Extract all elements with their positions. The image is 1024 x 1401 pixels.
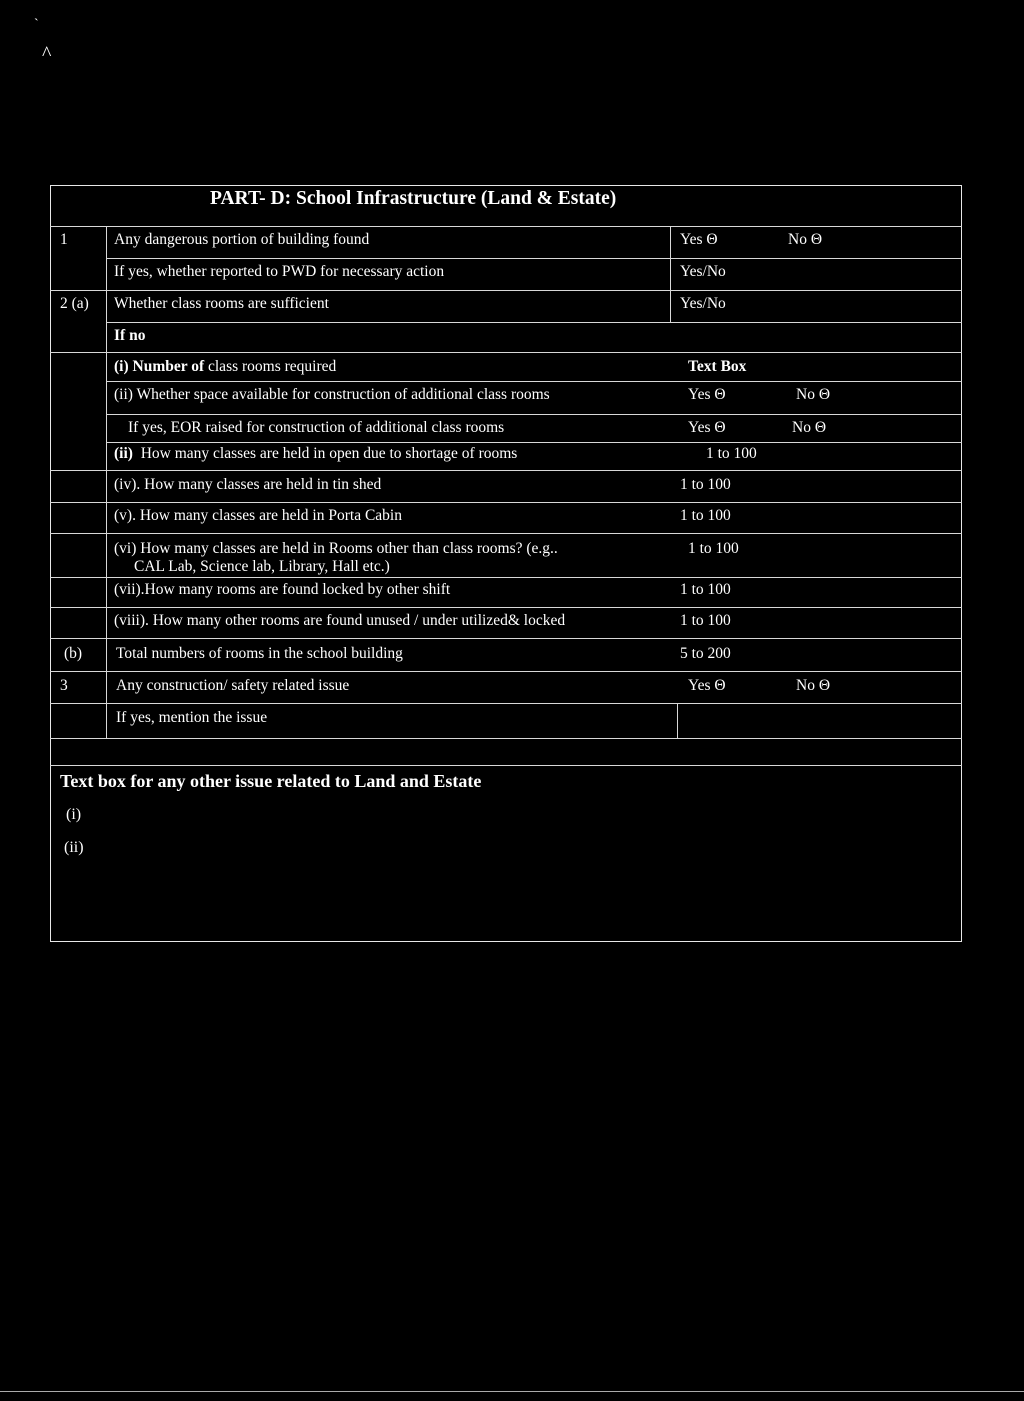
question-text: If yes, mention the issue [116, 709, 268, 726]
other-issues-text-area[interactable] [52, 800, 960, 940]
text-box-field[interactable]: Text Box [688, 358, 747, 375]
row-divider [50, 671, 962, 672]
page-title: PART- D: School Infrastructure (Land & Estate) [210, 188, 617, 209]
row-divider [106, 258, 962, 259]
row-divider [50, 470, 962, 471]
question-text: (viii). How many other rooms are found unused / under utilized& locked [114, 612, 566, 629]
row-number: 1 [60, 231, 68, 248]
no-option[interactable]: No Θ [796, 677, 831, 694]
range-field[interactable]: 1 to 100 [680, 612, 731, 629]
yes-option[interactable]: Yes Θ [688, 677, 726, 694]
range-field[interactable]: 5 to 200 [680, 645, 731, 662]
row-number: 3 [60, 677, 68, 694]
range-field[interactable]: 1 to 100 [680, 476, 731, 493]
no-option[interactable]: No Θ [792, 419, 827, 436]
question-prefix: (i) Number of [114, 358, 205, 375]
question-text: Total numbers of rooms in the school building [116, 645, 403, 662]
row-divider [50, 738, 962, 739]
question-text: (iv). How many classes are held in tin shed [114, 476, 382, 493]
question-text: class rooms required [208, 358, 337, 375]
question-text: Whether class rooms are sufficient [114, 295, 329, 312]
column-divider [106, 226, 107, 738]
row-divider [50, 577, 962, 578]
row-divider [50, 502, 962, 503]
list-item: (i) [66, 806, 82, 823]
row-divider [106, 414, 962, 415]
row-divider [50, 638, 962, 639]
row-divider [50, 226, 962, 227]
range-field[interactable]: 1 to 100 [680, 507, 731, 524]
section-label: If no [114, 327, 146, 344]
question-text: (vii).How many rooms are found locked by other shift [114, 581, 451, 598]
no-option[interactable]: No Θ [796, 386, 831, 403]
row-divider [50, 607, 962, 608]
row-number: (b) [64, 645, 83, 662]
bottom-rule [0, 1391, 1024, 1392]
row-divider [106, 442, 962, 443]
range-field[interactable]: 1 to 100 [680, 581, 731, 598]
row-divider [50, 533, 962, 534]
question-text: (v). How many classes are held in Porta Cabin [114, 507, 402, 524]
question-text: (ii) Whether space available for construction of additional class rooms [114, 386, 550, 403]
yes-option[interactable]: Yes Θ [680, 231, 718, 248]
yes-no-field[interactable]: Yes/No [680, 263, 726, 280]
corner-caret-mark: ^ [42, 43, 52, 65]
row-divider [106, 322, 962, 323]
row-number: 2 (a) [60, 295, 89, 312]
yes-option[interactable]: Yes Θ [688, 386, 726, 403]
other-issues-title: Text box for any other issue related to Land and Estate [60, 771, 482, 791]
yes-option[interactable]: Yes Θ [688, 419, 726, 436]
yes-no-field[interactable]: Yes/No [680, 295, 726, 312]
question-text: (vi) How many classes are held in Rooms other than class rooms? (e.g.. [114, 540, 558, 557]
question-text: How many classes are held in open due to shortage of rooms [140, 445, 518, 462]
question-text: Any construction/ safety related issue [116, 677, 350, 694]
column-divider [670, 226, 671, 322]
question-text-continued: CAL Lab, Science lab, Library, Hall etc.) [134, 558, 390, 575]
range-field[interactable]: 1 to 100 [706, 445, 757, 462]
row-divider [50, 765, 962, 766]
row-divider [50, 290, 962, 291]
corner-tick-mark: ` [34, 17, 39, 32]
no-option[interactable]: No Θ [788, 231, 823, 248]
issue-text-input[interactable] [678, 704, 961, 737]
row-divider [50, 352, 962, 353]
question-text: Any dangerous portion of building found [114, 231, 370, 248]
question-number: (ii) [114, 445, 133, 462]
question-text: If yes, EOR raised for construction of additional class rooms [128, 419, 505, 436]
row-divider [106, 381, 962, 382]
range-field[interactable]: 1 to 100 [688, 540, 739, 557]
question-text: If yes, whether reported to PWD for necessary action [114, 263, 445, 280]
list-item: (ii) [64, 839, 84, 856]
